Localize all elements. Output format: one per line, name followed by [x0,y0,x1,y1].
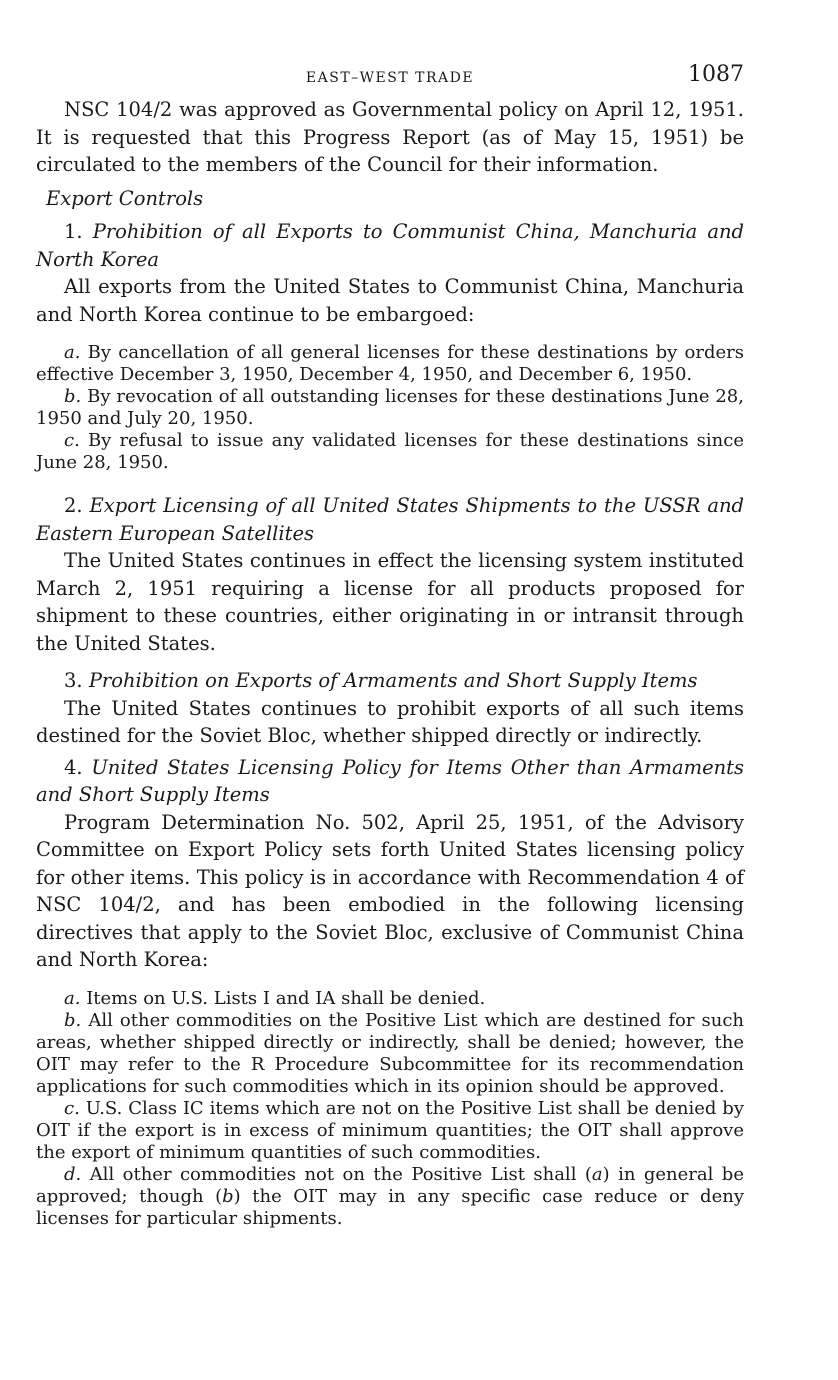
item-4d: d. All other commodities not on the Positive List shall (a) in general be approved; though (b) the OIT may in any specific case reduce or deny licenses for particular shipments. [36,1163,744,1229]
item-1c: c. By refusal to issue any validated licenses for these destinations since June 28, 1950. [36,430,744,473]
section-heading: Export Controls [46,186,204,210]
item-4b: b. All other commodities on the Positive List which are destined for such areas, whether shipped directly or indirectly, shall be denied; however, the OIT may refer to the R Procedure Subcommittee for its recommendation applications for such commodities which in its opinion should be approved. [36,1009,744,1097]
item-4-title: United States Licensing Policy for Items Other than Armaments and Short Supply Items [36,755,745,806]
page-header [36,56,744,96]
item-1-text: All exports from the United States to Communist China, Manchuria and North Korea continue to be embargoed: [36,275,744,326]
item-1a: a. By cancellation of all general licenses for these destinations by orders effective December 3, 1950, December 4, 1950, and December 6, 1950. [36,342,744,385]
item-3-number: 3. [64,669,83,692]
item-1b: b. By revocation of all outstanding licenses for these destinations June 28, 1950 and July 20, 1950. [36,386,744,429]
item-4a: a. Items on U.S. Lists I and IA shall be denied. [64,987,486,1009]
document-page [36,56,744,1230]
item-1-title: Prohibition of all Exports to Communist China, Manchuria and North Korea [36,220,744,271]
page-number: 1087 [688,62,744,87]
item-2-text: The United States continues in effect the licensing system instituted March 2, 1951 requiring a license for all products proposed for shipment to these countries, either originating in or intransit through the United States. [36,549,744,655]
item-4-heading [36,754,744,809]
item-3-title: Prohibition on Exports of Armaments and Short Supply Items [88,669,698,692]
item-3-heading [36,667,744,695]
item-1-number: 1. [64,220,83,243]
item-3-text: The United States continues to prohibit exports of all such items destined for the Soviet Bloc, whether shipped directly or indirectly. [36,696,744,747]
item-4-number: 4. [64,755,83,779]
item-4-text: Program Determination No. 502, April 25, 1951, of the Advisory Committee on Export Policy sets forth United States licensing policy for other items. This policy is in accordance with Recommendation 4 of NSC 104/2, and has been embodied in the following licensing directives that apply to the Soviet Bloc, exclusive of Communist China and North Korea: [36,810,744,971]
item-2-heading [36,492,744,547]
item-4c: c. U.S. Class IC items which are not on the Positive List shall be denied by OIT if the export is in excess of minimum quantities; the OIT shall approve the export of minimum quantities of such commodities. [36,1097,744,1163]
intro-paragraph: NSC 104/2 was approved as Governmental policy on April 12, 1951. It is requested that this Progress Report (as of May 15, 1951) be circulated to the members of the Council for their information. [36,98,744,176]
item-2-title: Export Licensing of all United States Shipments to the USSR and Eastern European Satellites [36,494,744,545]
item-1-heading [36,218,744,273]
item-2-number: 2. [64,494,83,517]
running-head: EAST–WEST TRADE [305,70,475,86]
